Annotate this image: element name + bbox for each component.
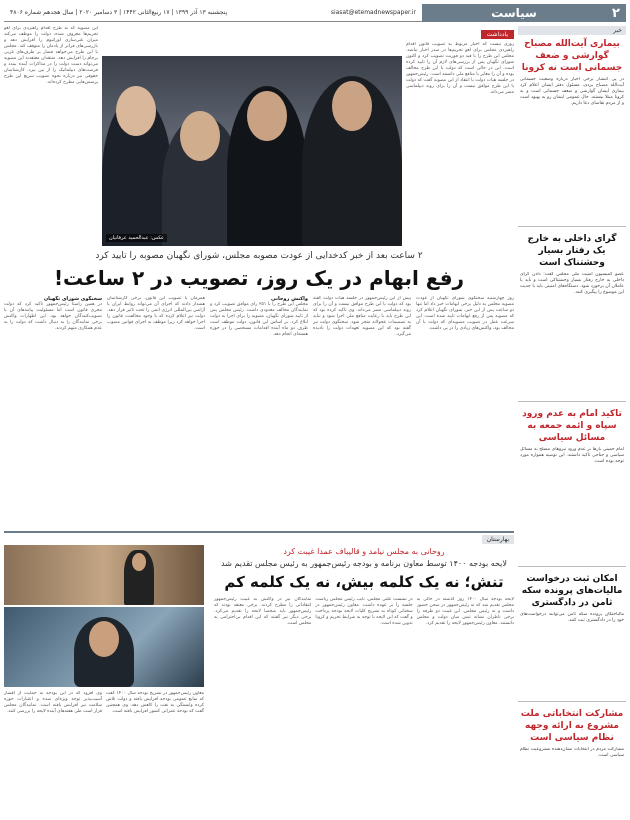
story-photo-parliament [4, 545, 204, 605]
article-column: روز چهارشنبه سخنگوی شورای نگهبان از عودت مصوبه مجلس به دلیل برخی ابهامات خبر داد اما تنها دو ساعت پس از این خبر، شورای نگهبان اعلام کرد که مصوبه پس از رفع ابهامات تایید شده است. این سرعت عمل در تصویب مصوبه‌ای که دولت با آن مخالف بود، واکنش‌های زیادی را در پی داشت. [416, 296, 514, 331]
news-sidebar [518, 26, 626, 816]
article-subhead: واکنش روحانی [271, 296, 308, 302]
article-column: لایحه بودجه سال ۱۴۰۰ روز گذشته در حالی به مجلس تقدیم شد که نه رئیس‌جمهور در صحن حضور داشت و نه رئیس مجلس. این غیبت دو طرفه را برخی ناظران نشانه تنش میان دولت و مجلس دانستند. معاون رئیس‌جمهور لایحه را تقدیم کرد. [416, 597, 514, 626]
story-subheadline: لایحه بودجه ۱۴۰۰ توسط معاون برنامه و بودجه رئیس‌جمهور به رئیس مجلس تقدیم شد [221, 559, 507, 568]
sidebar-item-title[interactable]: تاکید امام به عدم ورود سپاه و ائمه جمعه به مسائل سیاسی [522, 409, 622, 443]
sidebar-item-title[interactable]: بیماری آیت‌الله مصباح گوارشی و ضعف جسمانی است نه کرونا [521, 39, 623, 73]
story-body [214, 597, 514, 815]
lead-photo [102, 56, 402, 246]
date-line: پنجشنبه ۱۳ آذر ۱۳۹۹ | ۱۷ ربیع‌الثانی ۱۴۴۲ | ۳ دسامبر ۲۰۲۰ | سال هجدهم شماره ۴۸۰۶ [10, 9, 228, 16]
sidebar-label: خبر [518, 26, 626, 35]
subheadline: ۲ ساعت بعد از خبر کدخدایی از عودت مصوبه مجلس، شورای نگهبان مصوبه را تایید کرد [95, 251, 423, 261]
story-kicker: روحانی به مجلس نیامد و قالیباف عمدا غیبت کرد [283, 547, 445, 556]
story-tag: یادداشت [481, 30, 514, 39]
article-column: نمایندگان نیز در واکنش به غیبت رئیس‌جمهور انتقاداتی را مطرح کردند. برخی معتقد بودند که رئیس‌جمهور باید شخصا لایحه را تقدیم می‌کرد. برخی دیگر نیز گفتند که این اقدام بی‌احترامی به مجلس است. [214, 597, 312, 626]
sidebar-item-text: امام خمینی بارها بر عدم ورود نیروهای مسلح به مسائل سیاسی و جناحی تاکید داشتند. این توصیه همواره مورد توجه بوده است. [518, 447, 626, 567]
sidebar-item-text: عضو کمیسیون امنیت ملی مجلس گفت: دادن گرای داخلی به خارج رفتار بسیار وحشتناکی است و باید با عاملان آن برخورد شود. دستگاه‌های امنیتی باید با جدیت این موضوع را پیگیری کنند. [518, 272, 626, 402]
article-body [4, 296, 514, 526]
second-story [4, 531, 514, 816]
article-column: در نشست علنی مجلس، نایب رئیس مجلس ریاست جلسه را بر عهده داشت. معاون رئیس‌جمهور در سخنانی کوتاه به تشریح کلیات لایحه بودجه پرداخت و گفت که این لایحه با توجه به شرایط تحریم و کرونا تدوین شده است. [315, 597, 413, 626]
sidebar-item-title[interactable]: مشارکت انتخاباتی ملت مشروع به ارائه وجهه نظام سیاسی است [520, 709, 624, 743]
side-column: این مصوبه که به طرح اقدام راهبردی برای لغو تحریم‌ها معروف شده، دولت را موظف می‌کند میزان غنی‌سازی اورانیوم را افزایش دهد و بازرسی‌های فراتر از پادمان را متوقف کند. مجلس با این طرح می‌خواهد فشار بر طرف‌های غربی برجام را افزایش دهد. منتقدان معتقدند این مصوبه می‌تواند دست دولت را در مذاکرات آینده ببندد و فرصت‌های دیپلماتیک را از بین ببرد. کارشناسان حقوقی نیز درباره نحوه تصویب سریع این طرح پرسش‌هایی مطرح کرده‌اند. [4, 26, 98, 85]
article-column: همزمان با تصویب این قانون، برخی کارشناسان هشدار دادند که اجرای آن می‌تواند روابط ایران با آژانس بین‌المللی انرژی اتمی را تحت تاثیر قرار دهد. دولت نیز اعلام کرده که با وجود مخالفت، قانون را اجرا خواهد کرد زیرا موظف به اجرای قوانین مصوب است. [107, 296, 205, 331]
page-header [4, 4, 626, 22]
story-photo-portrait [4, 607, 204, 687]
article-column: واکنش روحانی مجلس این طرح را با ۲۵۱ رای موافق تصویب کرد و نمایندگان مخالف معدودی داشت. رئیس مجلس پس از تایید شورای نگهبان، مصوبه را برای اجرا به دولت ابلاغ کرد. بر اساس این قانون، دولت موظف است ظرف دو ماه آینده اقدامات مشخصی را در حوزه هسته‌ای انجام دهد. [210, 296, 308, 337]
story-body-left [4, 691, 204, 815]
article-subhead: سخنگوی شورای نگهبان [43, 296, 102, 302]
story-tag: بهارستان [482, 535, 514, 544]
section-title: سیاست [422, 4, 606, 22]
section-email[interactable]: siasat@etemadnewspaper.ir [330, 9, 416, 16]
sidebar-item-text: مشارکت مردم در انتخابات نشان‌دهنده مشروعیت نظام سیاسی است. [520, 747, 624, 758]
article-column: پیش از این رئیس‌جمهور در جلسه هیات دولت گفته بود که دولت با این طرح موافق نیست و آن را برای روند دیپلماسی مضر می‌داند. وی تاکید کرده بود که این طرح باید با رعایت منافع ملی اجرا شود و نباید به تصمیمات عجولانه منجر شود. سخنگوی دولت نیز گفته بود که این مصوبه تعهدات دولت را نادیده می‌گیرد. [313, 296, 411, 337]
page-number: ۲ [606, 4, 626, 22]
sidebar-item-title[interactable]: امکان ثبت درخواست مالیات‌های پرونده سکه ثامن در دادگستری [521, 574, 623, 608]
sidebar-item-text: در پی انتشار برخی اخبار درباره وضعیت جسمانی آیت‌الله مصباح یزدی، مسئول دفتر ایشان اعلام کرد بیماری ایشان گوارشی و ضعف جسمانی است و به کرونا مبتلا نیستند. حال عمومی ایشان رو به بهبود است و از مردم تقاضای دعا داریم. [518, 77, 626, 227]
photo-credit: عکس: عبدالحمید عرفانیان [106, 234, 167, 242]
headline[interactable]: رفع ابهام در یک روز، تصویب در ۲ ساعت! [53, 266, 465, 290]
intro-column: روزی نیست که اخبار مربوط به تصویب قانون اقدام راهبردی مجلس برای لغو تحریم‌ها در صدر اخبار نباشد. مجلس این طرح را با قید دو فوریت تصویب کرد و اکنون شورای نگهبان پس از بررسی‌های لازم آن را تایید کرده است. این در حالی است که دولت با این طرح مخالف بوده و آن را مغایر با منافع ملی دانسته است. رئیس‌جمهور در جلسه هیات دولت با انتقاد از این مصوبه گفت که دولت با این طرح موافق نیست و آن را برای روند دیپلماسی مضر می‌داند. [406, 42, 514, 95]
article-column: معاون رئیس‌جمهور در تشریح بودجه سال ۱۴۰۰ گفت که منابع عمومی بودجه افزایش یافته و دولت تلاش کرده وابستگی به نفت را کاهش دهد. وی همچنین گفت که بودجه عمرانی کشور افزایش یافته است. [106, 691, 204, 714]
sidebar-item-text: مالباختگان پرونده سکه ثامن می‌توانند درخواست‌های خود را در دادگستری ثبت کنند. [518, 612, 626, 702]
story-headline[interactable]: تنش؛ نه یک کلمه بیش، نه یک کلمه کم [224, 573, 504, 591]
sidebar-item-title[interactable]: گرای داخلی به خارج یک رفتار بسیار وحشتناک است [527, 234, 617, 268]
header-info [4, 4, 422, 22]
article-column: وی افزود که در این بودجه به حمایت از اقشار آسیب‌پذیر توجه ویژه‌ای شده و اعتبارات حوزه سلامت نیز افزایش یافته است. نمایندگان مجلس قرار است طی هفته‌های آینده لایحه را بررسی کنند. [4, 691, 102, 714]
article-column: سخنگوی شورای نگهبان در همین راستا رئیس‌جمهور تاکید کرد که دولت مجری قانون است اما مسئولیت پیامدهای آن با تصویب‌کنندگان خواهد بود. این اظهارات واکنش برخی نمایندگان را به دنبال داشت که دولت را به عدم همکاری متهم کردند. [4, 296, 102, 331]
